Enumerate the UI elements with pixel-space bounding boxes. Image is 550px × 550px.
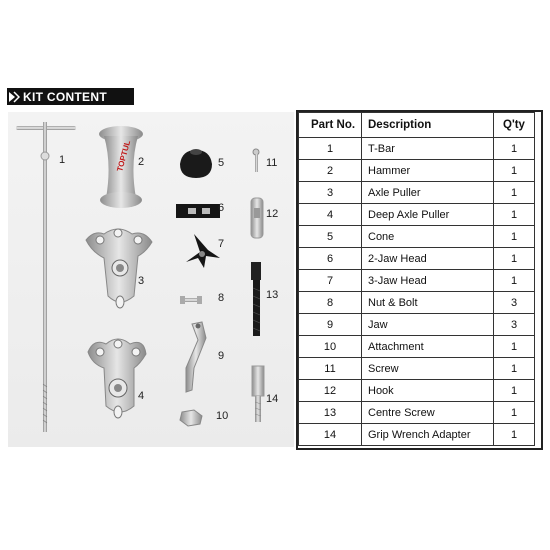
axle-puller-part [86, 229, 152, 308]
cell-description: Hook [362, 380, 494, 402]
cell-description: Attachment [362, 336, 494, 358]
table-row [299, 402, 535, 424]
cell-part-no: 2 [299, 160, 362, 182]
cell-part-no: 1 [299, 138, 362, 160]
callout-7: 7 [218, 238, 225, 250]
cell-part-no: 9 [299, 314, 362, 336]
screw-part [253, 149, 259, 172]
cone-part [180, 149, 212, 178]
cell-description: Jaw [362, 314, 494, 336]
cell-part-no: 8 [299, 292, 362, 314]
cell-qty: 1 [494, 380, 535, 402]
cell-qty: 1 [494, 424, 535, 446]
parts-table [298, 112, 535, 446]
callout-13: 13 [266, 289, 279, 301]
two-jaw-head-part [176, 204, 220, 218]
table-row [299, 182, 535, 204]
chevron-logo-icon [7, 88, 21, 105]
callout-10: 10 [216, 410, 229, 422]
cell-part-no: 4 [299, 204, 362, 226]
cell-qty: 1 [494, 226, 535, 248]
cell-qty: 1 [494, 336, 535, 358]
cell-qty: 1 [494, 270, 535, 292]
cell-description: Hammer [362, 160, 494, 182]
table-row [299, 336, 535, 358]
table-row [299, 358, 535, 380]
callout-14: 14 [266, 393, 279, 405]
cell-description: Nut & Bolt [362, 292, 494, 314]
parts-photo [8, 112, 294, 447]
cell-part-no: 11 [299, 358, 362, 380]
cell-description: 3-Jaw Head [362, 270, 494, 292]
cell-part-no: 10 [299, 336, 362, 358]
table-row [299, 226, 535, 248]
cell-description: Grip Wrench Adapter [362, 424, 494, 446]
nut-bolt-part [180, 296, 202, 304]
table-header-row [299, 113, 535, 138]
table-row [299, 380, 535, 402]
cell-part-no: 14 [299, 424, 362, 446]
table-row [299, 204, 535, 226]
callout-8: 8 [218, 292, 225, 304]
callout-2: 2 [138, 156, 145, 168]
cell-qty: 1 [494, 182, 535, 204]
three-jaw-head-part [186, 234, 220, 268]
table-row [299, 138, 535, 160]
cell-description: Centre Screw [362, 402, 494, 424]
cell-part-no: 12 [299, 380, 362, 402]
table-row [299, 160, 535, 182]
callout-6: 6 [218, 202, 225, 214]
callout-3: 3 [138, 275, 145, 287]
cell-part-no: 7 [299, 270, 362, 292]
table-row [299, 314, 535, 336]
cell-qty: 1 [494, 402, 535, 424]
callout-9: 9 [218, 350, 225, 362]
callout-12: 12 [266, 208, 279, 220]
header-qty: Q'ty [494, 113, 535, 138]
cell-description: Axle Puller [362, 182, 494, 204]
cell-description: T-Bar [362, 138, 494, 160]
callout-11: 11 [266, 157, 278, 169]
kit-content-title: KIT CONTENT [23, 89, 107, 104]
cell-qty: 1 [494, 248, 535, 270]
parts-illustration [8, 112, 294, 447]
hammer-brand: TOPTUL [115, 139, 133, 173]
cell-description: Cone [362, 226, 494, 248]
table-row [299, 248, 535, 270]
cell-part-no: 3 [299, 182, 362, 204]
table-row [299, 270, 535, 292]
table-row [299, 424, 535, 446]
jaw-part [186, 322, 206, 392]
cell-part-no: 5 [299, 226, 362, 248]
deep-axle-puller-part [88, 339, 146, 418]
cell-qty: 1 [494, 358, 535, 380]
centre-screw-part [251, 262, 261, 336]
hammer-part [99, 126, 143, 208]
callout-4: 4 [138, 390, 145, 402]
hook-part [251, 198, 263, 238]
kit-content-header [7, 88, 134, 105]
cell-description: 2-Jaw Head [362, 248, 494, 270]
grip-wrench-adapter-part [252, 366, 264, 422]
cell-qty: 3 [494, 314, 535, 336]
cell-qty: 1 [494, 160, 535, 182]
t-bar-part [16, 122, 76, 432]
table-row [299, 292, 535, 314]
cell-qty: 3 [494, 292, 535, 314]
cell-description: Screw [362, 358, 494, 380]
header-description: Description [362, 113, 494, 138]
attachment-part [180, 410, 202, 426]
cell-qty: 1 [494, 138, 535, 160]
cell-part-no: 13 [299, 402, 362, 424]
cell-qty: 1 [494, 204, 535, 226]
cell-description: Deep Axle Puller [362, 204, 494, 226]
callout-5: 5 [218, 157, 225, 169]
cell-part-no: 6 [299, 248, 362, 270]
header-part-no: Part No. [299, 113, 362, 138]
callout-1: 1 [59, 154, 66, 166]
